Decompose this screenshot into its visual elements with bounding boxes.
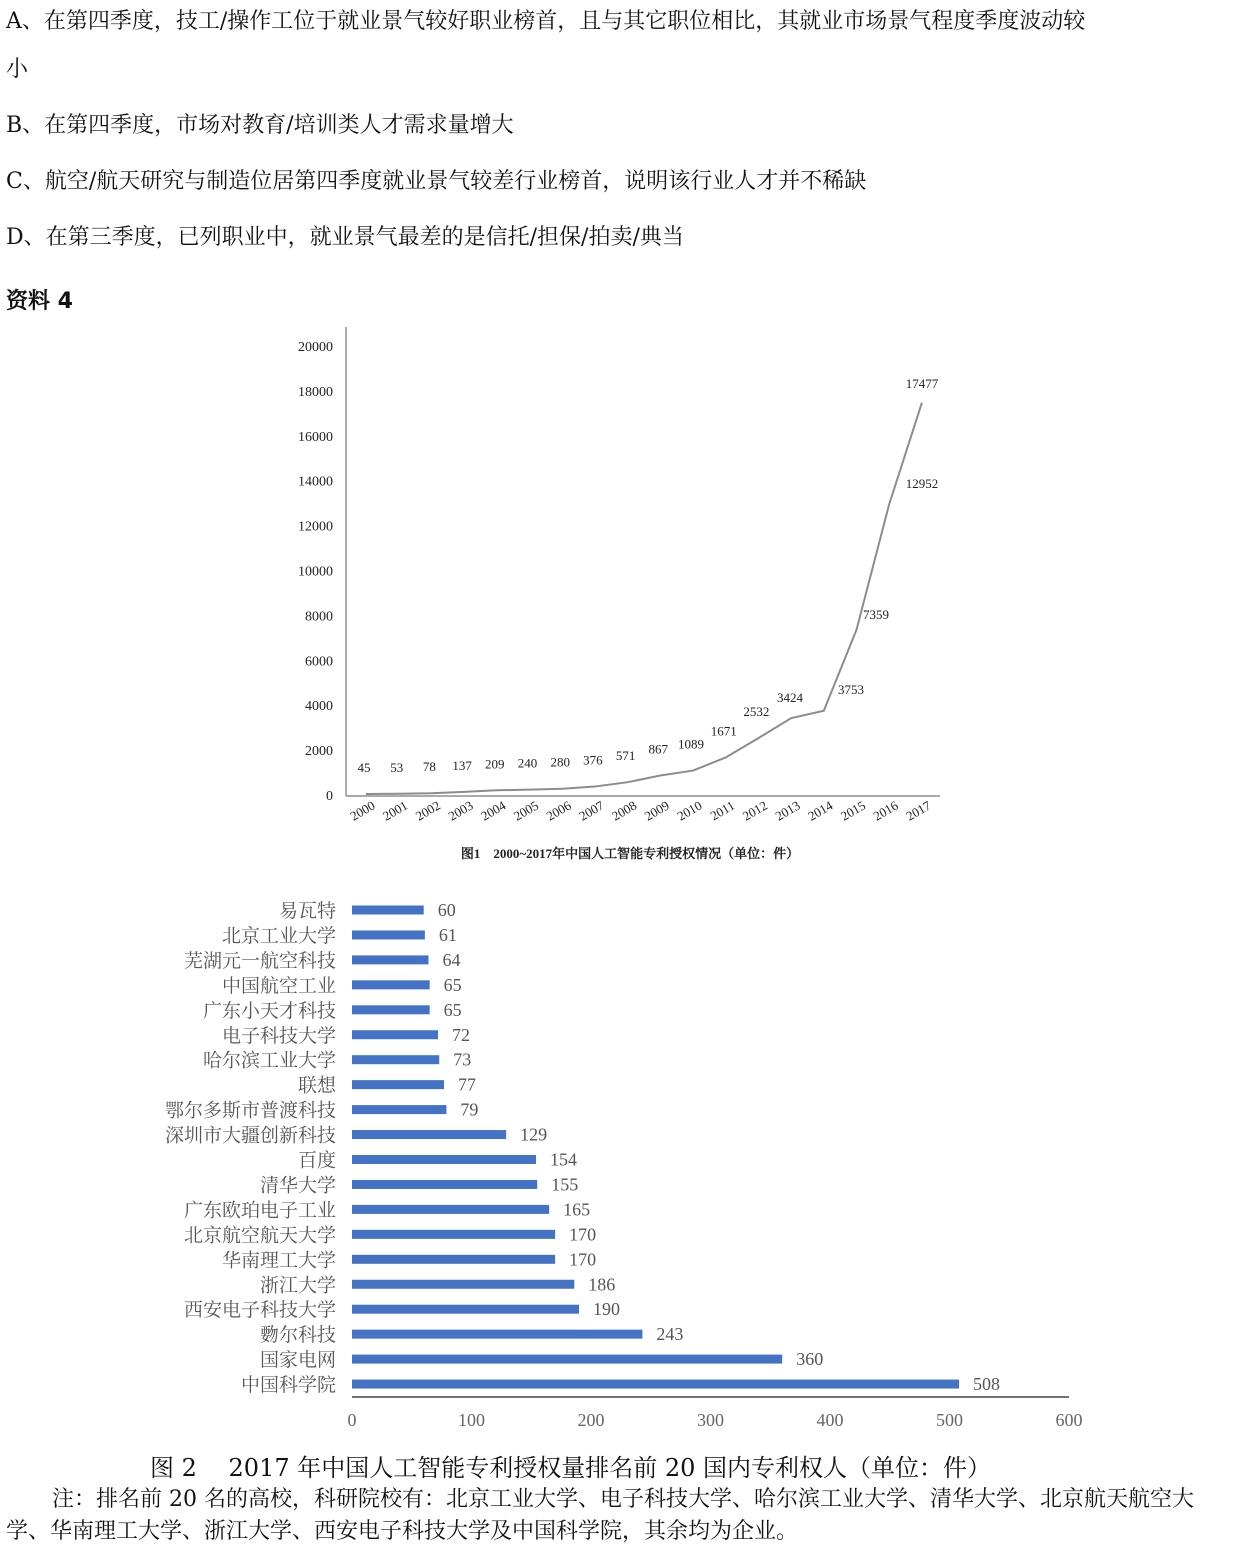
- y-tick-label: 2000: [305, 744, 333, 760]
- data-label: 240: [517, 755, 538, 771]
- data-label: 7359: [863, 607, 889, 622]
- figure2-note: 注：排名前 20 名的高校，科研院校有：北京工业大学、电子科技大学、哈尔滨工业大学、清华大学、北京航天航空大学、华南理工大学、浙江大学、西安电子科技大学及中国科学院，其余均为企业。: [6, 1487, 1194, 1544]
- x-tick-label: 2003: [445, 797, 476, 824]
- option-a-line2: 小: [6, 57, 29, 82]
- value-label: 186: [588, 1274, 616, 1295]
- x-tick-label: 2000: [347, 797, 378, 824]
- x-tick-label: 2011: [707, 797, 738, 824]
- data-label: 1671: [710, 723, 737, 739]
- bar: [352, 906, 424, 915]
- data-label: 17477: [905, 376, 939, 391]
- category-label: 北京航空航天大学: [183, 1225, 336, 1247]
- bar: [352, 1005, 430, 1014]
- x-tick-label: 2012: [739, 797, 770, 824]
- category-label: 鄂尔多斯市普渡科技: [164, 1100, 336, 1122]
- value-label: 165: [563, 1199, 591, 1220]
- data-label: 209: [485, 756, 505, 772]
- data-label: 376: [583, 752, 603, 768]
- y-tick-label: 6000: [305, 654, 333, 670]
- x-tick-label: 2015: [837, 797, 868, 824]
- y-tick-label: 16000: [298, 429, 333, 445]
- value-label: 508: [973, 1374, 1001, 1395]
- x-tick-label: 2017: [903, 797, 934, 824]
- bar: [352, 1305, 579, 1314]
- x-tick-label: 2001: [380, 797, 411, 824]
- bar: [352, 1105, 446, 1114]
- y-tick-label: 18000: [298, 384, 333, 400]
- bar: [352, 1055, 439, 1064]
- x-tick-label: 2002: [412, 797, 443, 824]
- category-label: 电子科技大学: [221, 1025, 336, 1047]
- value-label: 129: [520, 1124, 548, 1145]
- y-tick-label: 20000: [298, 340, 333, 355]
- value-label: 243: [656, 1324, 684, 1345]
- value-label: 360: [796, 1349, 824, 1370]
- value-label: 79: [460, 1099, 479, 1120]
- x-tick-label: 2008: [609, 797, 640, 824]
- x-tick-label: 0: [347, 1410, 357, 1430]
- data-label: 2532: [743, 704, 770, 720]
- value-label: 64: [442, 949, 461, 970]
- data-label: 571: [615, 748, 636, 764]
- category-label: 覅尔科技: [259, 1325, 336, 1347]
- data-label: 78: [422, 759, 436, 775]
- data-label: 867: [648, 741, 669, 757]
- category-label: 深圳市大疆创新科技: [164, 1125, 336, 1147]
- value-label: 170: [569, 1224, 597, 1245]
- data-label: 45: [357, 759, 371, 775]
- bar: [352, 1130, 506, 1139]
- value-label: 61: [438, 924, 457, 945]
- data-label: 12952: [905, 476, 939, 491]
- bar: [352, 1330, 642, 1339]
- category-label: 广东小天才科技: [202, 1000, 336, 1022]
- x-tick-label: 2009: [641, 797, 672, 824]
- value-label: 65: [443, 974, 462, 995]
- x-tick-label: 2014: [805, 797, 836, 824]
- x-tick-label: 300: [697, 1410, 724, 1430]
- data-label: 3753: [838, 682, 864, 697]
- category-label: 哈尔滨工业大学: [202, 1050, 336, 1072]
- value-label: 77: [458, 1074, 477, 1095]
- data-label: 53: [390, 759, 404, 775]
- category-label: 西安电子科技大学: [183, 1300, 336, 1322]
- data-label: 137: [452, 757, 472, 773]
- section-title: 资料 4: [6, 289, 73, 314]
- category-label: 北京工业大学: [221, 925, 336, 947]
- bar: [352, 1380, 959, 1389]
- x-tick-label: 2007: [576, 797, 607, 824]
- value-label: 155: [551, 1174, 579, 1195]
- data-label: 3424: [777, 690, 803, 705]
- value-label: 60: [437, 900, 456, 920]
- x-tick-label: 2013: [772, 797, 803, 824]
- value-label: 72: [452, 1024, 471, 1045]
- value-label: 73: [453, 1049, 472, 1070]
- y-tick-label: 14000: [298, 474, 333, 490]
- value-label: 154: [550, 1149, 578, 1170]
- y-tick-label: 12000: [298, 519, 333, 535]
- x-tick-label: 500: [936, 1410, 963, 1430]
- x-tick-label: 400: [816, 1410, 844, 1430]
- data-label: 1089: [678, 736, 704, 752]
- category-label: 芜湖元一航空科技: [183, 950, 336, 972]
- figure1-caption: 图1 2000~2017年中国人工智能专利授权情况（单位：件）: [460, 846, 800, 861]
- value-label: 65: [443, 999, 462, 1020]
- category-label: 中国航空工业: [221, 975, 336, 997]
- bar: [352, 1080, 444, 1089]
- category-label: 清华大学: [259, 1175, 336, 1197]
- option-d: D、在第三季度，已列职业中，就业景气最差的是信托/担保/拍卖/典当: [6, 225, 684, 250]
- option-c: C、航空/航天研究与制造位居第四季度就业景气较差行业榜首，说明该行业人才并不稀缺: [6, 169, 867, 194]
- category-label: 易瓦特: [278, 901, 336, 922]
- category-label: 中国科学院: [240, 1375, 336, 1397]
- bar: [352, 1230, 555, 1239]
- bar: [352, 1255, 555, 1264]
- category-label: 华南理工大学: [221, 1250, 336, 1272]
- x-tick-label: 100: [458, 1410, 485, 1430]
- option-b: B、在第四季度，市场对教育/培训类人才需求量增大: [6, 113, 514, 138]
- category-label: 浙江大学: [259, 1275, 336, 1297]
- bar: [352, 1280, 574, 1289]
- x-tick-label: 2016: [870, 797, 901, 824]
- bar: [352, 1030, 438, 1039]
- x-tick-label: 2005: [510, 797, 541, 824]
- x-tick-label: 2010: [674, 797, 705, 824]
- category-label: 联想: [297, 1075, 336, 1097]
- bar: [352, 930, 425, 939]
- x-tick-label: 600: [1055, 1410, 1083, 1430]
- option-a-line1: A、在第四季度，技工/操作工位于就业景气较好职业榜首，且与其它职位相比，其就业市场景气程度季度波动较: [6, 9, 1086, 34]
- x-tick-label: 200: [577, 1410, 605, 1430]
- category-label: 广东欧珀电子工业: [183, 1200, 336, 1222]
- y-tick-label: 10000: [298, 564, 333, 580]
- category-label: 百度: [297, 1150, 336, 1172]
- bar: [352, 1205, 549, 1214]
- category-label: 国家电网: [259, 1350, 336, 1372]
- y-tick-label: 8000: [305, 609, 333, 625]
- value-label: 170: [569, 1249, 597, 1270]
- figure2-caption: 图 2 2017 年中国人工智能专利授权量排名前 20 国内专利权人（单位：件）: [150, 1454, 992, 1482]
- bar: [352, 1355, 782, 1364]
- value-label: 190: [593, 1299, 621, 1320]
- x-tick-label: 2006: [543, 797, 574, 824]
- y-tick-label: 0: [326, 789, 333, 804]
- bar: [352, 1155, 536, 1164]
- bar: [352, 955, 428, 964]
- x-tick-label: 2004: [478, 797, 509, 824]
- data-label: 280: [550, 754, 570, 770]
- bar: [352, 1180, 537, 1189]
- y-tick-label: 4000: [305, 699, 333, 715]
- bar: [352, 980, 430, 989]
